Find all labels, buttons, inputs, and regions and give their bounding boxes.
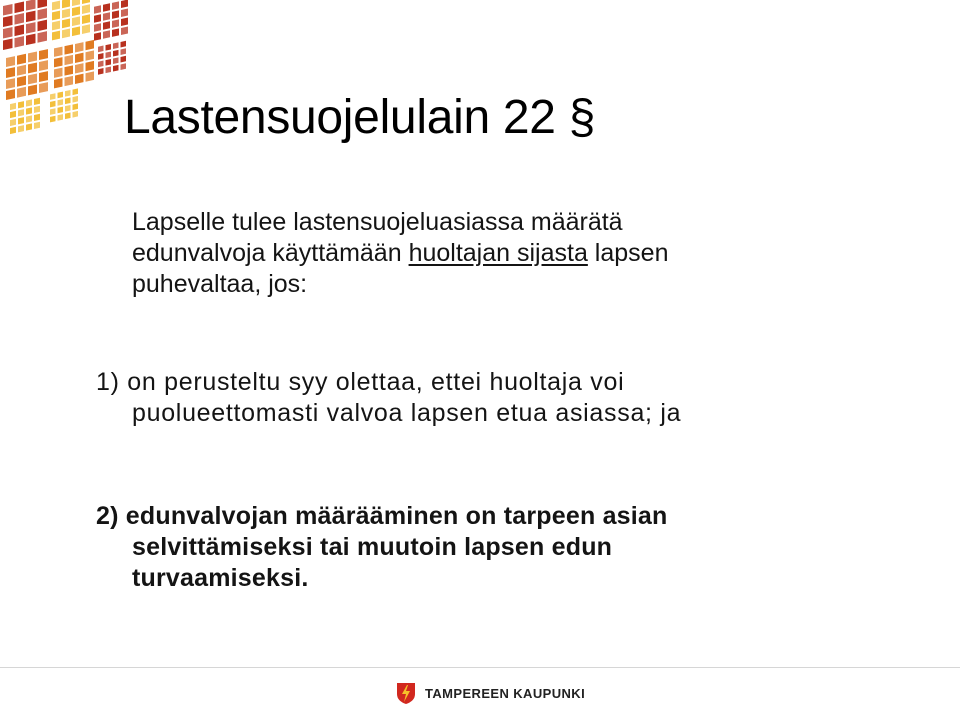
- list-item-1: [96, 367, 681, 429]
- list-item-2-line-1: 2) edunvalvojan määrääminen on tarpeen asian: [96, 502, 668, 530]
- slide-title: Lastensuojelulain 22 §: [124, 91, 596, 144]
- intro-line-1: Lapselle tulee lastensuojeluasiassa määrätä: [132, 208, 623, 236]
- list-item-1-line-2: puolueettomasti valvoa lapsen etua asiassa; ja: [132, 399, 682, 427]
- intro-underlined-phrase: huoltajan sijasta: [408, 239, 588, 267]
- pattern-block: [6, 49, 48, 100]
- tampere-coat-of-arms-icon: [396, 682, 416, 705]
- pattern-block: [3, 0, 47, 50]
- pattern-block: [50, 88, 78, 122]
- intro-line-2-pre: edunvalvoja käyttämään: [132, 239, 409, 267]
- woven-squares-pattern-icon: [0, 0, 135, 140]
- list-item-1-line-1: 1) on perusteltu syy olettaa, ettei huoltaja voi: [96, 368, 625, 396]
- footer-logo: [396, 682, 585, 705]
- pattern-block: [98, 41, 126, 75]
- pattern-block: [52, 0, 90, 40]
- pattern-block: [94, 0, 128, 41]
- pattern-block: [54, 40, 94, 89]
- list-item-2-line-3: turvaamiseksi.: [132, 564, 309, 592]
- intro-paragraph: [132, 207, 668, 300]
- footer-divider: [0, 667, 960, 668]
- organization-name: TAMPEREEN KAUPUNKI: [425, 686, 586, 701]
- pattern-block: [10, 98, 40, 134]
- intro-line-2-post: lapsen: [587, 239, 669, 267]
- intro-line-3: puhevaltaa, jos:: [132, 270, 308, 298]
- list-item-2-line-2: selvittämiseksi tai muutoin lapsen edun: [132, 533, 613, 561]
- list-item-2: [96, 501, 668, 594]
